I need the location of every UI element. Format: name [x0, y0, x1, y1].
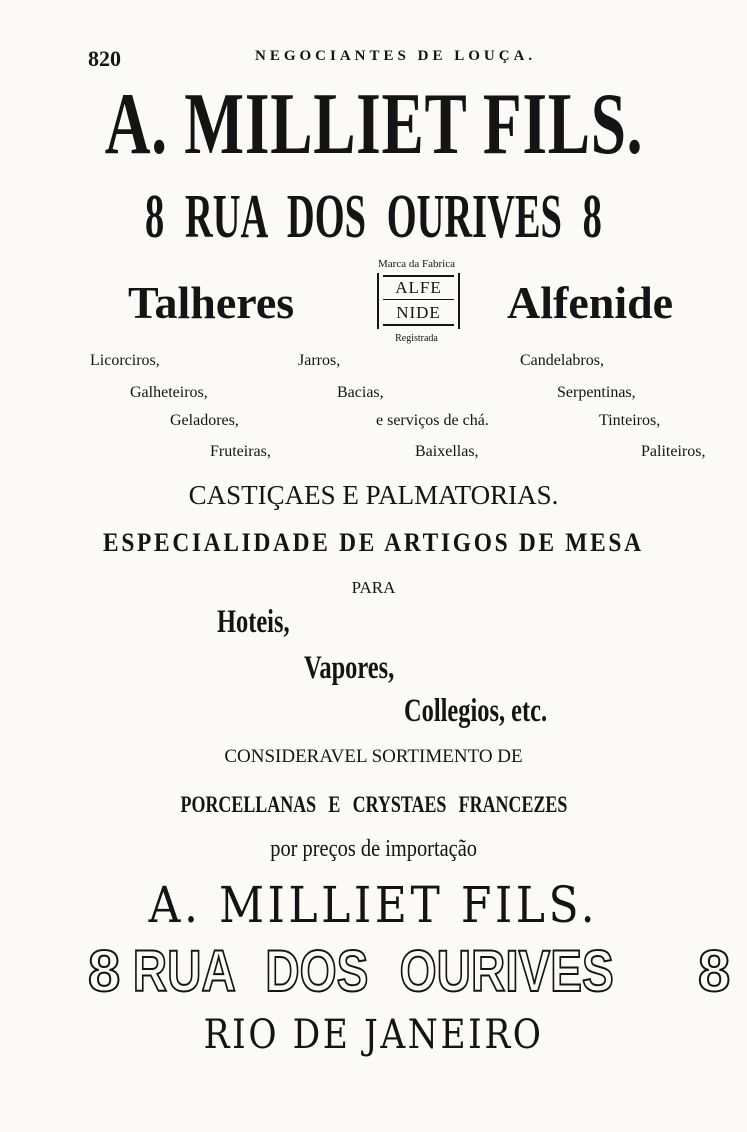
trademark-box [377, 273, 460, 329]
item-serpentinas: Serpentinas, [557, 384, 636, 401]
place-vapores: Vapores, [304, 650, 395, 686]
trademark-caption: Marca da Fabrica [378, 258, 455, 270]
item-licorciros: Licorciros, [90, 352, 160, 369]
consideravel-line: CONSIDERAVEL SORTIMENTO DE [224, 746, 523, 767]
item-candelabros: Candelabros, [520, 352, 604, 369]
para-label: PARA [351, 578, 396, 597]
item-geladores: Geladores, [170, 412, 239, 429]
company-title-bottom [0, 876, 747, 934]
item-bacias: Bacias, [337, 384, 384, 401]
porcellanas-line [0, 792, 747, 818]
address-street [0, 938, 747, 1005]
address-number-right: 8 [698, 939, 731, 1004]
item-tinteiros: Tinteiros, [599, 412, 661, 429]
city-text: RIO DE JANEIRO [203, 1012, 544, 1058]
trademark-line-1: ALFE [383, 275, 454, 300]
item-paliteiros: Paliteiros, [641, 443, 706, 460]
item-servicos-cha: e serviços de chá. [376, 412, 489, 429]
trademark-line-2: NIDE [383, 302, 454, 326]
company-title [0, 74, 747, 175]
item-galheteiros: Galheteiros, [130, 384, 208, 401]
trademark-registered: Registrada [395, 333, 438, 344]
place-hoteis: Hoteis, [217, 604, 290, 640]
item-fruteiras: Fruteiras, [210, 443, 271, 460]
city-line [0, 1012, 747, 1058]
heading-alfenide: Alfenide [507, 277, 674, 328]
precos-text: por preços de importação [270, 836, 477, 862]
address-number-left: 8 [88, 939, 121, 1004]
item-baixellas: Baixellas, [415, 443, 479, 460]
page-header: NEGOCIANTES DE LOUÇA. [255, 48, 537, 64]
item-jarros: Jarros, [298, 352, 341, 369]
address-line-text: 8 RUA DOS OURIVES 8 [145, 183, 602, 251]
address-line [0, 182, 747, 253]
casticaes-line: CASTIÇAES E PALMATORIAS. [188, 480, 559, 510]
especialidade-text: ESPECIALIDADE DE ARTIGOS DE MESA [103, 528, 644, 557]
company-title-text: A. MILLIET FILS. [104, 76, 644, 173]
page-number: 820 [88, 46, 121, 71]
company-title-bottom-text: A. MILLIET FILS. [148, 876, 599, 934]
heading-talheres: Talheres [128, 277, 295, 328]
place-collegios: Collegios, etc. [404, 693, 548, 729]
precos-line [0, 836, 747, 863]
especialidade-line [0, 528, 747, 558]
porcellanas-text: PORCELLANAS E CRYSTAES FRANCEZES [180, 792, 567, 817]
address-street-text: RUA DOS OURIVES [133, 939, 614, 1004]
